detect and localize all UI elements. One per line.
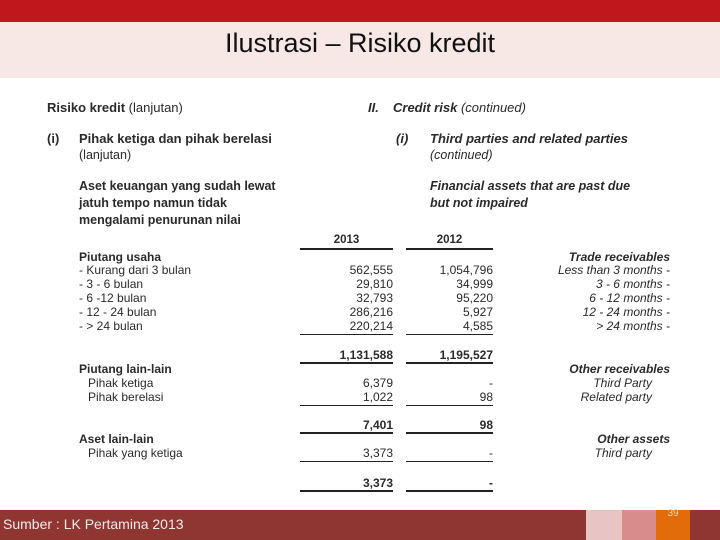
trade-subtotal-rule-2013 [300,334,393,335]
other-row-1-2012: - [489,376,493,390]
trade-row-5-label: - > 24 bulan [79,319,143,333]
other-row-2-2013: 1,022 [362,390,393,404]
left-item-number: (i) [47,131,60,146]
right-section-title [393,100,526,115]
other-row-2-2012: 98 [479,390,493,404]
right-section-number: II. [368,100,379,115]
trade-row-5-2013: 220,214 [349,319,393,333]
trade-subtotal-rule-2012 [406,334,493,335]
left-item-title: Pihak ketiga dan pihak berelasi [79,131,272,146]
year-header-2012: 2012 [436,234,463,246]
other-row-2-label-en: Related party [580,390,652,404]
trade-receivables-label: Piutang usaha [79,250,162,264]
other-row-2-label: Pihak berelasi [88,390,164,404]
trade-row-5-2012: 4,585 [462,319,493,333]
assets-total-rule-2012 [406,490,493,492]
left-heading-line-2: jatuh tempo namun tidak [79,196,227,210]
right-item-continued: (continued) [430,148,493,162]
footer-block-orange [656,510,690,540]
year-header-2013: 2013 [333,234,360,246]
other-total-2013: 7,401 [362,418,393,432]
other-total-rule-2013 [300,432,393,434]
trade-row-1-label-en: Less than 3 months - [557,263,670,277]
year-underline-2012 [406,248,493,250]
footer-block-light [586,510,622,540]
trade-total-2013: 1,131,588 [339,348,393,362]
right-section-suffix: (continued) [460,100,526,115]
left-item-continued: (lanjutan) [79,148,132,162]
trade-row-3-label-en: 6 - 12 months - [589,291,670,305]
assets-row-1-label: Pihak yang ketiga [88,446,183,460]
footer-block-mid [622,510,656,540]
other-assets-label-en: Other assets [597,432,670,446]
other-assets-label: Aset lain-lain [79,432,154,446]
top-accent-bar [0,0,720,22]
trade-row-4-label: - 12 - 24 bulan [79,305,157,319]
right-heading-line-2: but not impaired [430,196,528,210]
other-row-1-label-en: Third Party [593,376,652,390]
other-total-2012: 98 [479,418,493,432]
trade-row-3-2013: 32,793 [356,291,393,305]
financial-statement-excerpt [0,78,720,510]
other-row-1-2013: 6,379 [362,376,393,390]
left-section-title [47,100,183,115]
trade-row-3-2012: 95,220 [456,291,493,305]
year-underline-2013 [300,248,393,250]
assets-total-2012: - [489,476,493,490]
right-item-title: Third parties and related parties [430,131,628,146]
trade-total-rule-2012 [406,362,493,364]
assets-total-2013: 3,373 [362,476,393,490]
assets-subtotal-rule-2012 [406,461,493,462]
trade-row-4-label-en: 12 - 24 months - [582,305,670,319]
slide-title: Ilustrasi – Risiko kredit [224,28,496,58]
source-caption: Sumber : LK Pertamina 2013 [3,516,184,532]
trade-total-rule-2013 [300,362,393,364]
other-total-rule-2012 [406,432,493,434]
page-number: 39 [667,508,679,519]
trade-row-3-label: - 6 -12 bulan [79,291,147,305]
left-section-label: Risiko kredit [47,100,126,115]
trade-row-1-2013: 562,555 [349,263,393,277]
trade-row-2-2013: 29,810 [356,277,393,291]
left-heading-line-3: mengalami penurunan nilai [79,213,241,227]
assets-total-rule-2013 [300,490,393,492]
assets-row-1-2012: - [489,446,493,460]
other-subtotal-rule-2012 [406,405,493,406]
other-subtotal-rule-2013 [300,405,393,406]
trade-row-5-label-en: > 24 months - [596,319,670,333]
trade-row-2-label-en: 3 - 6 months - [595,277,670,291]
right-section-label: Credit risk [393,100,458,115]
trade-row-4-2012: 5,927 [462,305,493,319]
assets-subtotal-rule-2013 [300,461,393,462]
trade-total-2012: 1,195,527 [439,348,493,362]
trade-row-2-2012: 34,999 [456,277,493,291]
assets-row-1-label-en: Third party [594,446,652,460]
trade-receivables-label-en: Trade receivables [568,250,670,264]
right-heading-line-1: Financial assets that are past due [430,179,631,193]
assets-row-1-2013: 3,373 [362,446,393,460]
left-heading-line-1: Aset keuangan yang sudah lewat [79,179,276,193]
trade-row-4-2013: 286,216 [349,305,393,319]
left-section-suffix: (lanjutan) [128,100,183,115]
other-receivables-label: Piutang lain-lain [79,362,172,376]
other-row-1-label: Pihak ketiga [88,376,154,390]
trade-row-1-label: - Kurang dari 3 bulan [79,263,192,277]
other-receivables-label-en: Other receivables [569,362,670,376]
trade-row-1-2012: 1,054,796 [439,263,493,277]
right-item-number: (i) [396,131,409,146]
trade-row-2-label: - 3 - 6 bulan [79,277,144,291]
